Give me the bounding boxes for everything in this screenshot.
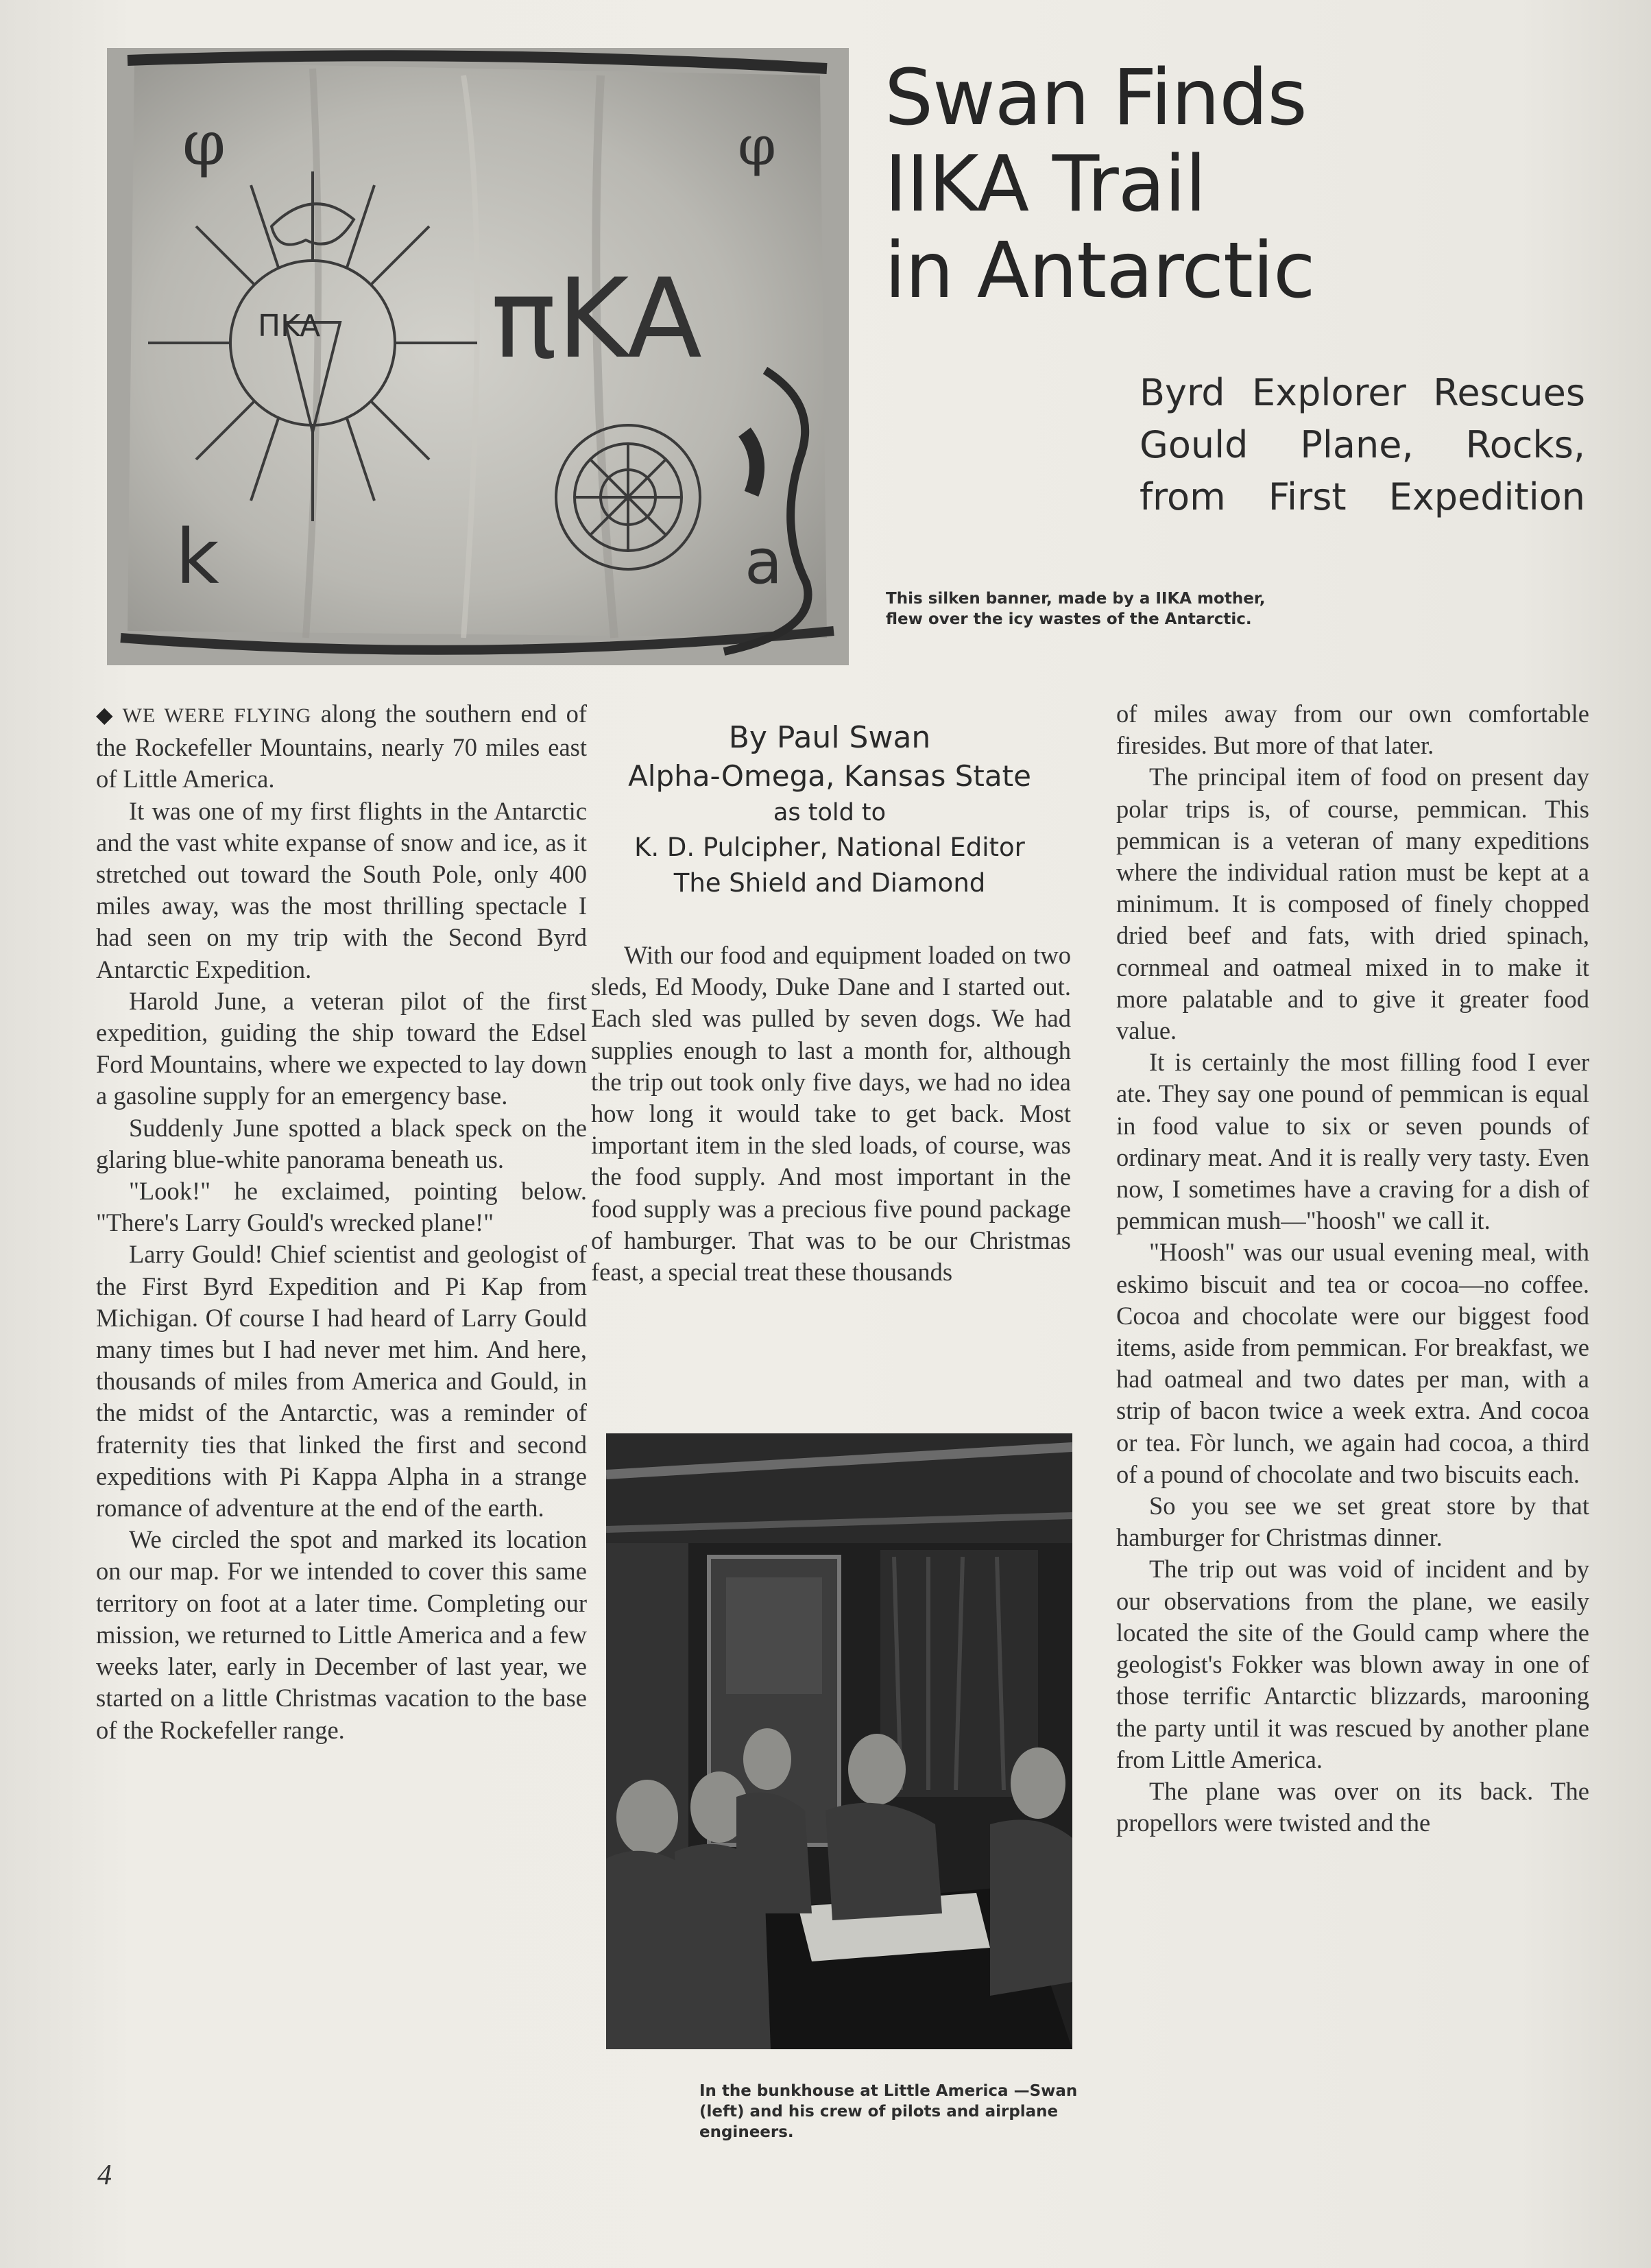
banner-photo — [107, 48, 849, 665]
paragraph: The plane was over on its back. The propellors were twisted and the — [1116, 1776, 1589, 1837]
title-line: in Antarctic — [884, 226, 1315, 315]
paragraph: So you see we set great store by that hamburger for Christmas dinner. — [1116, 1492, 1589, 1552]
byline-chapter: Alpha-Omega, Kansas State — [628, 759, 1031, 793]
byline-told: as told to — [773, 799, 887, 826]
paragraph: "Hoosh" was our usual evening meal, with eskimo biscuit and tea or cocoa—no coffee. Cocoa and chocolate were our biggest food items, aside from pemmican. For breakfast, we had oatmeal and two dates per man, with a strip of bacon twice a week extra. And cocoa or tea. Fòr lunch, we again had cocoa, a third of a pound of chocolate and two biscuits each. — [1116, 1238, 1589, 1488]
text-column-2 — [591, 940, 1071, 1288]
banner-kappa: k — [176, 513, 219, 601]
title-line: IIKA Trail — [884, 140, 1206, 229]
paragraph: Suddenly June spotted a black speck on the glaring blue-white panorama beneath us. — [96, 1113, 587, 1173]
paragraph: With our food and equipment loaded on two sleds, Ed Moody, Duke Dane and I started out. Each sled was pulled by seven dogs. We had supplies enough to last a month for, although the trip out took only five days, we had no idea how long it would take to get back. Most important item in the sled loads, of course, was the food supply. And most important in the food supply was a precious five pound package of hamburger. That was to be our Christmas feast, a special treat these thousands — [591, 941, 1071, 1287]
subtitle-line: Byrd Explorer Rescues — [1140, 371, 1585, 414]
expedition-seal — [556, 425, 700, 569]
banner-alpha: a — [745, 526, 783, 598]
banner-greek-letters: πKA — [491, 254, 702, 383]
page-number: 4 — [97, 2160, 112, 2191]
byline-publication: The Shield and Diamond — [673, 868, 986, 898]
paragraph: It is certainly the most filling food I ever ate. They say one pound of pemmican is equal in food value to six or seven pounds of ordinary meat. And it is really very tasty. Even now, I sometimes have a craving for a dish of pemmican mush—"hoosh" we call it. — [1116, 1048, 1589, 1235]
photo-caption: In the bunkhouse at Little America —Swan (left) and his crew of pilots and airplane engineers. — [699, 2082, 1078, 2141]
text-column-1 — [96, 698, 587, 1746]
byline-editor: K. D. Pulcipher, National Editor — [634, 833, 1025, 862]
bunkhouse-photo — [606, 1433, 1072, 2049]
paragraph: The principal item of food on present day polar trips is, of course, pemmican. This pemmican is a veteran of many expeditions where the individual ration must be kept at a minimum. It is composed of finely chopped dried beef and fats, with dried spinach, cornmeal and oatmeal mixed in to make it more palatable and to give it greater food value. — [1116, 763, 1589, 1045]
diamond-icon: ◆ — [96, 702, 113, 727]
byline-author: By Paul Swan — [728, 720, 931, 755]
banner-phi-left: φ — [182, 108, 226, 180]
banner-caption: This silken banner, made by a IIKA mother, flew over the icy wastes of the Antarctic. — [886, 590, 1266, 628]
article-title — [884, 55, 1604, 314]
lead-paragraph — [96, 698, 587, 796]
paragraph: "Look!" he exclaimed, pointing below. "There's Larry Gould's wrecked plane!" — [96, 1177, 587, 1237]
article-subtitle — [1140, 367, 1585, 523]
paragraph: It was one of my first flights in the Antarctic and the vast white expanse of snow and ice, as it stretched out toward the South Pole, only 400 miles away, was the most thrilling spectacle I had seen on my trip with the Second Byrd Antarctic Expedition. — [96, 796, 587, 983]
banner-phi-right: φ — [738, 114, 777, 178]
paragraph: The trip out was void of incident and by our observations from the plane, we easily located the site of the Gould camp where the geologist's Fokker was blown away in one of those terrific Antarctic blizzards, marooning the party until it was rescued by another plane from Little America. — [1116, 1555, 1589, 1774]
bunkhouse-image — [606, 1433, 1072, 2049]
byline — [603, 719, 1056, 901]
subtitle-line: from First Expedition — [1140, 475, 1585, 518]
paragraph-continuation: of miles away from our own comfortable firesides. But more of that later. — [1116, 700, 1589, 760]
paragraph: Larry Gould! Chief scientist and geologist of the First Byrd Expedition and Pi Kap from Michigan. Of course I had heard of Larry Gould many times but I had never met him. And here, thousands of miles from America and Gould, in the midst of the Antarctic, was a reminder of fraternity ties that linked the first and second expeditions with Pi Kappa Alpha in a strange romance of adventure at the end of the earth. — [96, 1240, 587, 1523]
title-line: Swan Finds — [884, 53, 1307, 143]
crest-letters: ΠKA — [258, 309, 321, 344]
lead-smallcaps: WE WERE FLYING — [122, 704, 312, 727]
subtitle-line: Gould Plane, Rocks, — [1140, 423, 1585, 466]
silk-banner-image — [107, 48, 849, 665]
text-column-3 — [1116, 698, 1589, 1839]
lead-rest: along the southern end of the Rockefeller Mountains, nearly 70 miles east of Little America. — [96, 700, 587, 793]
paragraph: We circled the spot and marked its location on our map. For we intended to cover this same territory on foot at a later time. Completing our mission, we returned to Little America and a few weeks later, early in December of last year, we started on a little Christmas vacation to the base of the Rockefeller range. — [96, 1525, 587, 1744]
paragraph: Harold June, a veteran pilot of the first expedition, guiding the ship toward the Edsel Ford Mountains, where we expected to lay down a gasoline supply for an emergency base. — [96, 986, 587, 1110]
